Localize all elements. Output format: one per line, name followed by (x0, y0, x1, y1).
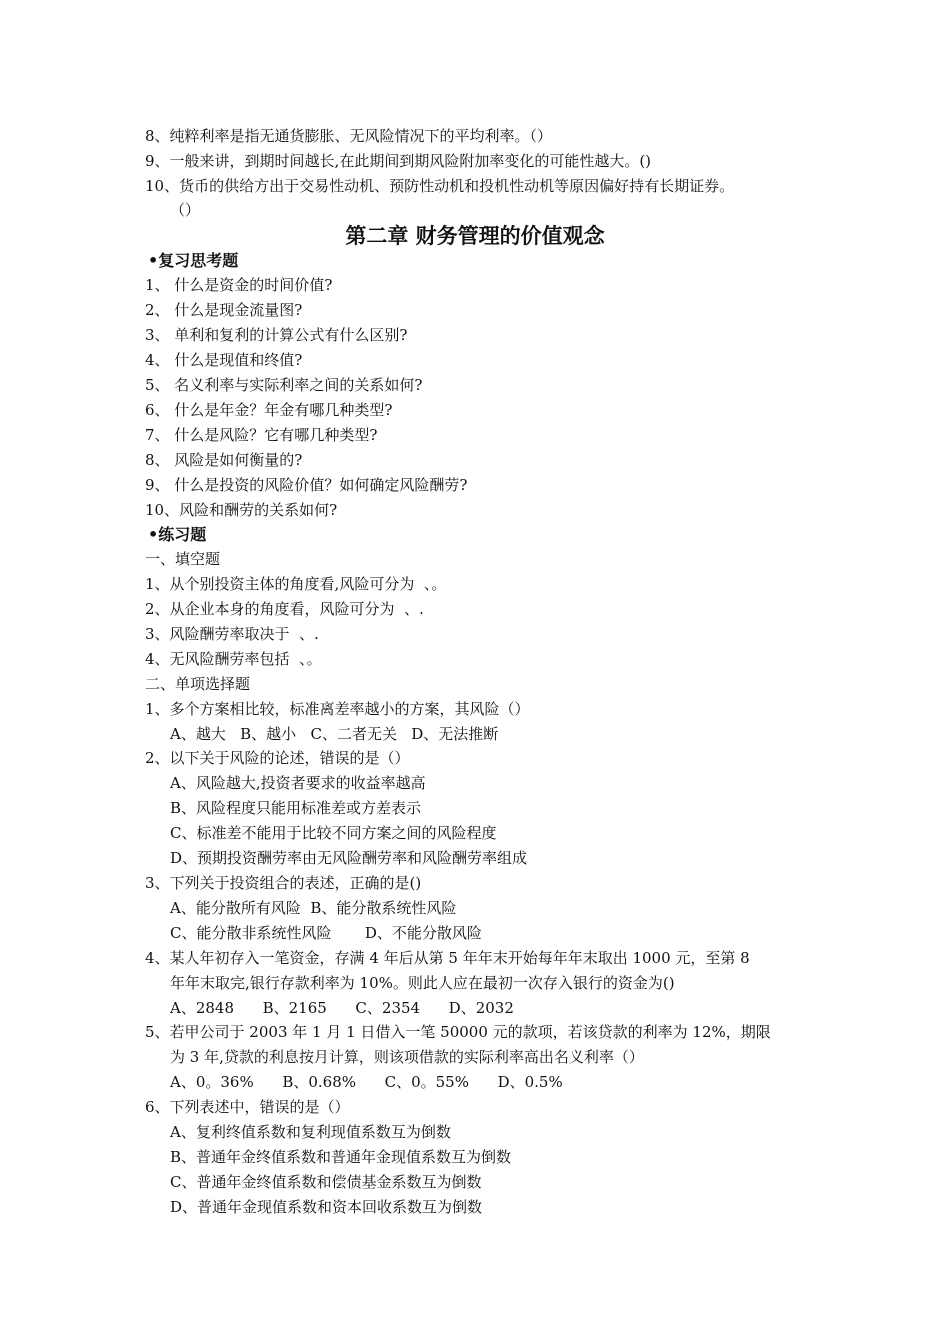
subsection-heading: 一、填空题 (145, 550, 221, 568)
review-question: 8、 风险是如何衡量的? (145, 451, 303, 469)
chapter-title: 第二章 财务管理的价值观念 (345, 224, 605, 248)
choice-question-continuation: 为 3 年,贷款的利息按月计算，则该项借款的实际利率高出名义利率（） (170, 1048, 644, 1066)
section-heading-review: •复习思考题 (148, 251, 239, 270)
choice-option: B、普通年金终值系数和普通年金现值系数互为倒数 (170, 1148, 512, 1166)
choice-options: A、0。36% B、0.68% C、0。55% D、0.5% (170, 1073, 563, 1091)
fill-question: 4、无风险酬劳率包括 、。 (145, 650, 322, 668)
review-question: 2、 什么是现金流量图? (145, 301, 303, 319)
choice-question: 3、下列关于投资组合的表述，正确的是() (145, 874, 422, 892)
review-question: 9、 什么是投资的风险价值？如何确定风险酬劳? (145, 476, 468, 494)
choice-question-continuation: 年年末取完,银行存款利率为 10%。则此人应在最初一次存入银行的资金为() (170, 974, 675, 992)
choice-option: A、复利终值系数和复利现值系数互为倒数 (170, 1123, 451, 1141)
choice-option: B、风险程度只能用标准差或方差表示 (170, 799, 422, 817)
review-question: 3、 单利和复利的计算公式有什么区别? (145, 326, 408, 344)
choice-option: C、标准差不能用于比较不同方案之间的风险程度 (170, 824, 497, 842)
review-question: 1、 什么是资金的时间价值? (145, 276, 333, 294)
review-question: 7、 什么是风险？它有哪几种类型? (145, 426, 378, 444)
choice-option: A、风险越大,投资者要求的收益率越高 (170, 774, 426, 792)
fill-question: 1、从个别投资主体的角度看,风险可分为 、。 (145, 575, 447, 593)
question-item: 9、一般来讲，到期时间越长,在此期间到期风险附加率变化的可能性越大。() (145, 152, 652, 170)
choice-options: A、2848 B、2165 C、2354 D、2032 (170, 999, 514, 1017)
question-item-continuation: （） (170, 201, 201, 219)
review-question: 6、 什么是年金？年金有哪几种类型? (145, 401, 393, 419)
question-item: 8、纯粹利率是指无通货膨胀、无风险情况下的平均利率。（） (145, 127, 553, 145)
fill-question: 3、风险酬劳率取决于 、. (145, 625, 319, 643)
review-question: 10、风险和酬劳的关系如何? (145, 501, 338, 519)
choice-options: A、能分散所有风险 B、能分散系统性风险 (170, 899, 457, 917)
choice-question: 1、多个方案相比较，标准离差率越小的方案，其风险（） (145, 700, 530, 718)
subsection-heading: 二、单项选择题 (145, 675, 251, 693)
fill-question: 2、从企业本身的角度看，风险可分为 、. (145, 600, 424, 618)
question-item: 10、货币的供给方出于交易性动机、预防性动机和投机性动机等原因偏好持有长期证券。 (145, 177, 735, 195)
choice-option: C、普通年金终值系数和偿债基金系数互为倒数 (170, 1173, 482, 1191)
review-question: 4、 什么是现值和终值? (145, 351, 303, 369)
choice-question: 6、下列表述中，错误的是（） (145, 1098, 350, 1116)
review-question: 5、 名义利率与实际利率之间的关系如何? (145, 376, 423, 394)
choice-options: C、能分散非系统性风险 D、不能分散风险 (170, 924, 482, 942)
section-heading-practice: •练习题 (148, 525, 207, 544)
choice-option: D、普通年金现值系数和资本回收系数互为倒数 (170, 1198, 483, 1216)
choice-question: 2、以下关于风险的论述，错误的是（） (145, 749, 410, 767)
choice-question: 5、若甲公司于 2003 年 1 月 1 日借入一笔 50000 元的款项，若该贷款的利率为 12%，期限 (145, 1023, 771, 1041)
choice-question: 4、某人年初存入一笔资金，存满 4 年后从第 5 年年末开始每年年末取出 1000 元，至第 8 (145, 949, 750, 967)
choice-options: A、越大 B、越小 C、二者无关 D、无法推断 (170, 725, 499, 743)
choice-option: D、预期投资酬劳率由无风险酬劳率和风险酬劳率组成 (170, 849, 528, 867)
